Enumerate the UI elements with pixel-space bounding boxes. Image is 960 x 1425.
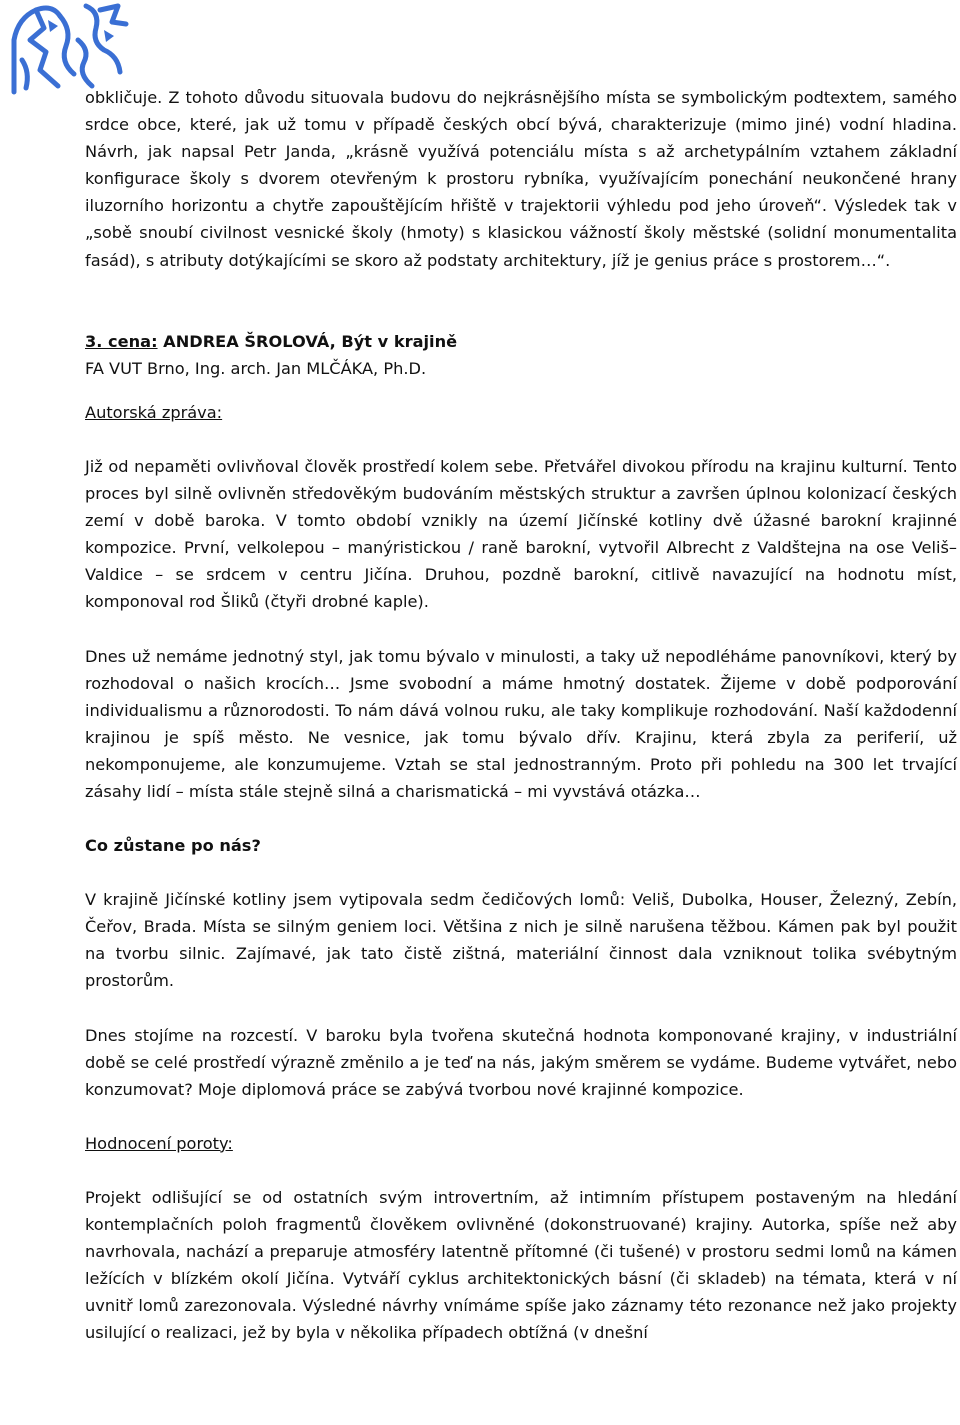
prize-title: ANDREA ŠROLOVÁ, Být v krajině (157, 331, 458, 351)
lion-emblem-logo (0, 0, 132, 96)
jury-paragraph-1: Projekt odlišující se od ostatních svým introvertním, až intimním přístupem postaveným na hledání kontemplačních poloh fragmentů člověkem ovlivněné (dokonstruované) krajiny. Autorka, spíše než aby navrhovala, nachází a preparuje atmosféry latentně přítomné (či tušené) v prostoru sedmi lomů na kámen ležících v blízkém okolí Jičína. Vytváří cyklus architektonických básní (či skladeb) na témata, která v ní uvnitř lomů zarezonovala. Výsledné návrhy vnímáme spíše jako záznamy této rezonance než jako projekty usilující o realizaci, jež by byla v několika případech obtížná (v dnešní (85, 1187, 957, 1343)
author-paragraph-1: Již od nepaměti ovlivňoval člověk prostředí kolem sebe. Přetvářel divokou přírodu na krajinu kulturní. Tento proces byl silně ovlivněn středověkým budováním městských struktur a završen úplnou kolonizací českých zemí v době baroka. V tomto období vznikly na území Jičínské kotliny dvě úžasné barokní krajinné kompozice. První, velkolepou – manýristickou / raně barokní, vytvořil Albrecht z Valdštejna na ose Veliš–Valdice – se srdcem v centru Jičína. Druhou, pozdně barokní, citlivě navazující na hodnotu míst, komponoval rod Šliků (čtyři drobné kaple). (85, 456, 957, 612)
prize-label: 3. cena: (85, 331, 158, 351)
jury-heading: Hodnocení poroty: (85, 1133, 233, 1153)
author-paragraph-3: V krajině Jičínské kotliny jsem vytipovala sedm čedičových lomů: Veliš, Dubolka, Houser, Železný, Zebín, Čeřov, Brada. Místa se silným geniem loci. Většina z nich je silně narušena těžbou. Kámen pak byl použit na tvorbu silnic. Zajímavé, jak tato čistě zištná, materiální činnost dala vzniknout tolika svébytným prostorům. (85, 890, 957, 991)
question-heading: Co zůstane po nás? (85, 836, 261, 856)
document-body (85, 84, 957, 1346)
prize-school: FA VUT Brno, Ing. arch. Jan MLČÁKA, Ph.D. (85, 358, 427, 378)
author-report-heading: Autorská zpráva: (85, 402, 223, 422)
paragraph-intro: obkličuje. Z tohoto důvodu situovala budovu do nejkrásnějšího místa se symbolickým podtextem, samého srdce obce, které, jak už tomu v případě českých obcí bývá, charakterizuje (mimo jiné) vodní hladina. Návrh, jak napsal Petr Janda, „krásně využívá potenciálu místa s až archetypálním vztahem základní konfigurace školy s dvorem otevřeným k prostoru rybníka, využívajícím ponechání neukončené hrany iluzorního horizontu a chytře zapouštějícím hřiště v trajektorii výhledu pod jeho úroveň“. Výsledek tak v „sobě snoubí civilnost vesnické školy (hmoty) s klasickou vážností školy městské (solidní monumentalita fasád), s atributy dotýkajícími se skoro až podstaty architektury, jíž je genius práce s prostorem…“. (85, 88, 957, 270)
author-paragraph-4: Dnes stojíme na rozcestí. V baroku byla tvořena skutečná hodnota komponované krajiny, v industriální době se celé prostředí výrazně změnilo a je teď na nás, jakým směrem se vydáme. Budeme vytvářet, nebo konzumovat? Moje diplomová práce se zabývá tvorbou nové krajinné kompozice. (85, 1025, 957, 1099)
author-paragraph-2: Dnes už nemáme jednotný styl, jak tomu bývalo v minulosti, a taky už nepodléháme panovníkovi, který by rozhodoval o našich krocích… Jsme svobodní a máme hmotný dostatek. Žijeme v době podporování individualismu a různorodosti. To nám dává volnou ruku, ale taky komplikuje rozhodování. Naší každodenní krajinou je spíš město. Ne vesnice, jak tomu bývalo dřív. Krajinu, která zbyla za periferií, už nekomponujeme, ale konzumujeme. Vztah se stal jednostranným. Proto při pohledu na 300 let trvající zásahy lidí – místa stále stejně silná a charismatická – mi vyvstává otázka… (85, 646, 957, 801)
prize-heading (85, 328, 957, 355)
